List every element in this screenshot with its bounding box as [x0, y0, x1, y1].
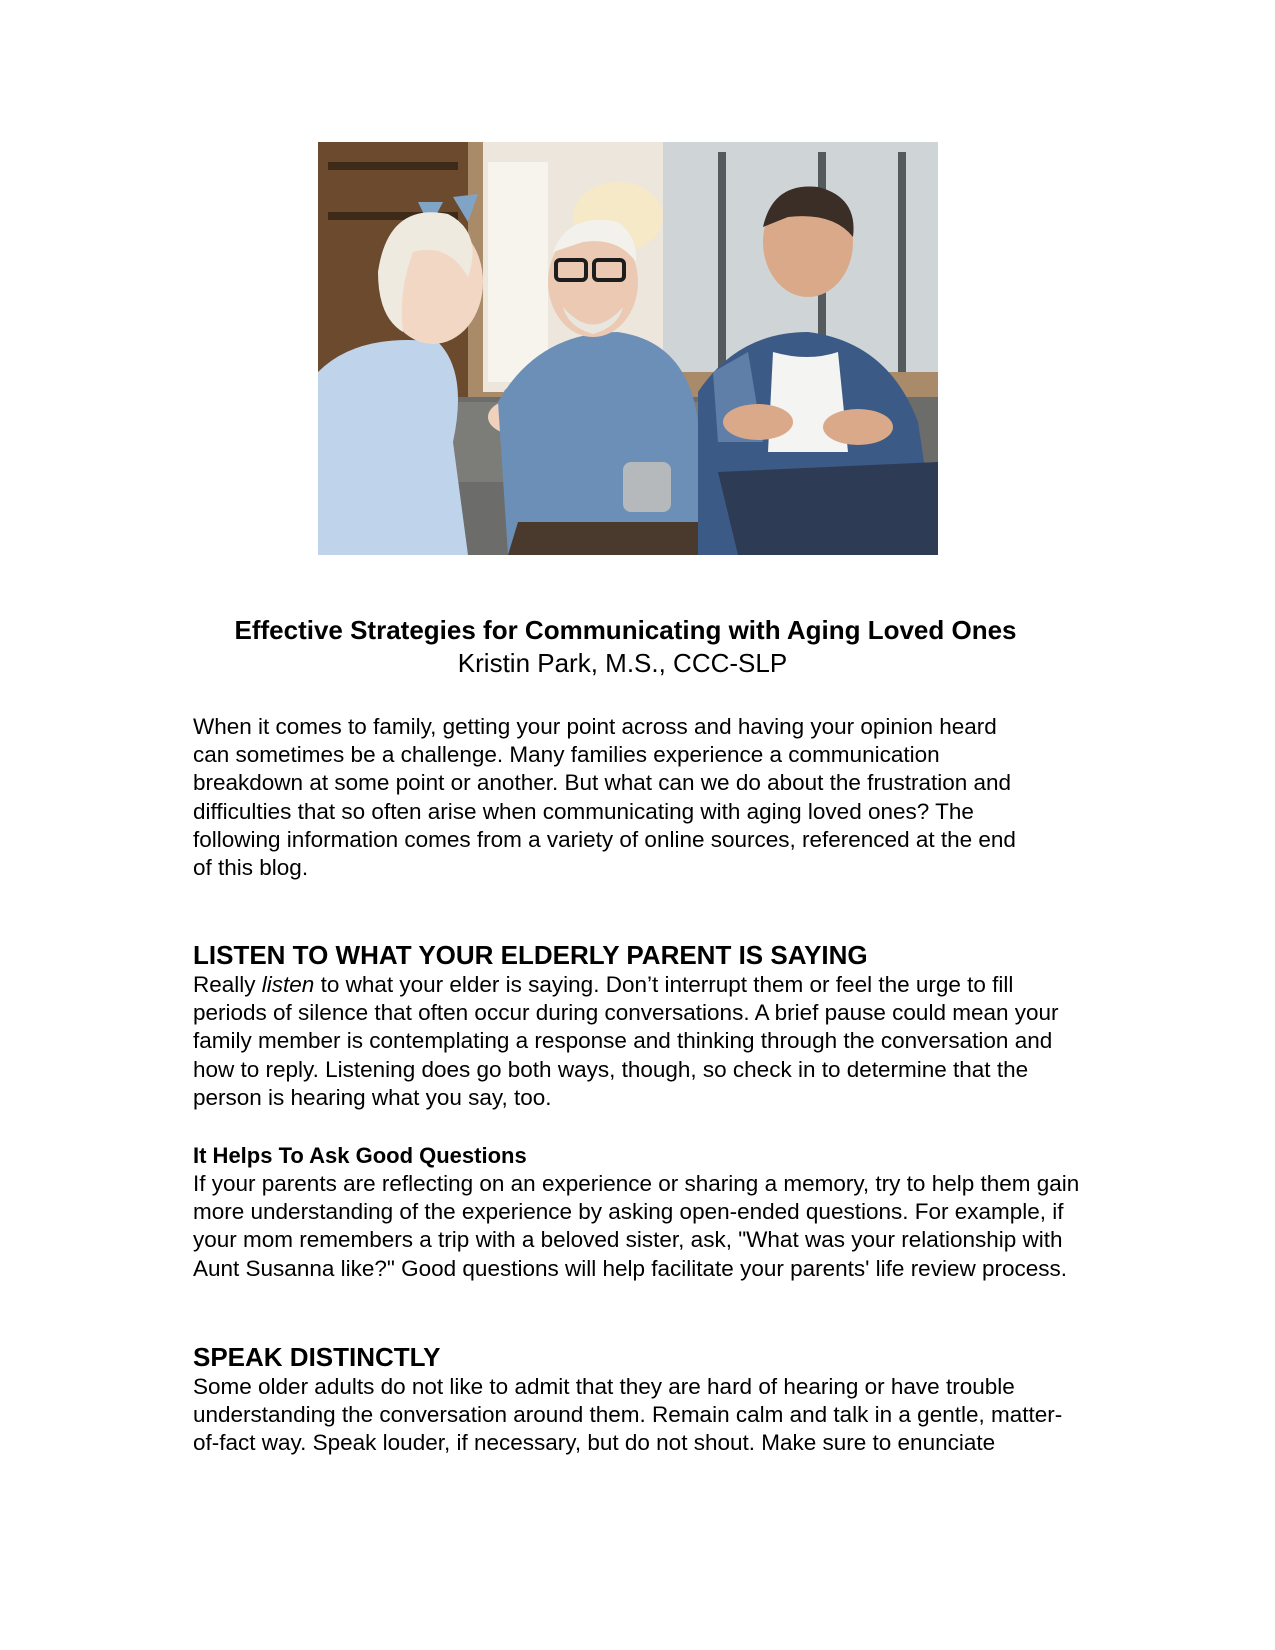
- subsection-line: If your parents are reflecting on an experience or sharing a memory, try to help them gain: [193, 1171, 1080, 1196]
- section-speak-distinctly: [193, 1341, 1193, 1458]
- intro-paragraph: [193, 713, 1193, 882]
- section-line: periods of silence that often occur during conversations. A brief pause could mean your: [193, 1000, 1059, 1026]
- intro-line: of this blog.: [193, 855, 309, 881]
- emphasis-listen: listen: [261, 972, 315, 997]
- section-line: understanding the conversation around them. Remain calm and talk in a gentle, matter-: [193, 1402, 1063, 1428]
- article-title: Effective Strategies for Communicating with Aging Loved Ones: [234, 615, 1017, 645]
- subsection-heading: It Helps To Ask Good Questions: [193, 1143, 527, 1168]
- intro-line: difficulties that so often arise when communicating with aging loved ones? The: [193, 798, 974, 824]
- subsection-line: Aunt Susanna like?" Good questions will help facilitate your parents' life review process.: [193, 1255, 1067, 1281]
- article-photo: [318, 142, 938, 555]
- section-line: how to reply. Listening does go both ways, though, so check in to determine that the: [193, 1056, 1029, 1082]
- article-author: Kristin Park, M.S., CCC-SLP: [457, 648, 788, 678]
- intro-line: can sometimes be a challenge. Many families experience a communication: [193, 742, 940, 768]
- photo-family-conversation-icon: [318, 142, 938, 555]
- section-line: family member is contemplating a response and thinking through the conversation and: [193, 1028, 1053, 1054]
- subsection-line: more understanding of the experience by asking open-ended questions. For example, if: [193, 1199, 1064, 1225]
- section-listen: [193, 939, 1193, 1112]
- subsection-good-questions: [193, 1142, 1193, 1283]
- intro-line: breakdown at some point or another. But what can we do about the frustration and: [193, 770, 1012, 796]
- section-heading: LISTEN TO WHAT YOUR ELDERLY PARENT IS SAYING: [193, 940, 868, 970]
- section-heading: SPEAK DISTINCTLY: [193, 1342, 441, 1372]
- section-line: person is hearing what you say, too.: [193, 1084, 552, 1110]
- intro-line: following information comes from a variety of online sources, referenced at the end: [193, 826, 1016, 852]
- subsection-line: your mom remembers a trip with a beloved sister, ask, "What was your relationship with: [193, 1227, 1063, 1253]
- intro-line: When it comes to family, getting your point across and having your opinion heard: [193, 714, 997, 739]
- section-line: of-fact way. Speak louder, if necessary, but do not shout. Make sure to enunciate: [193, 1430, 996, 1456]
- section-line: Really listen to what your elder is saying. Don’t interrupt them or feel the urge to fill: [193, 972, 1014, 997]
- section-line: Some older adults do not like to admit that they are hard of hearing or have trouble: [193, 1374, 1015, 1399]
